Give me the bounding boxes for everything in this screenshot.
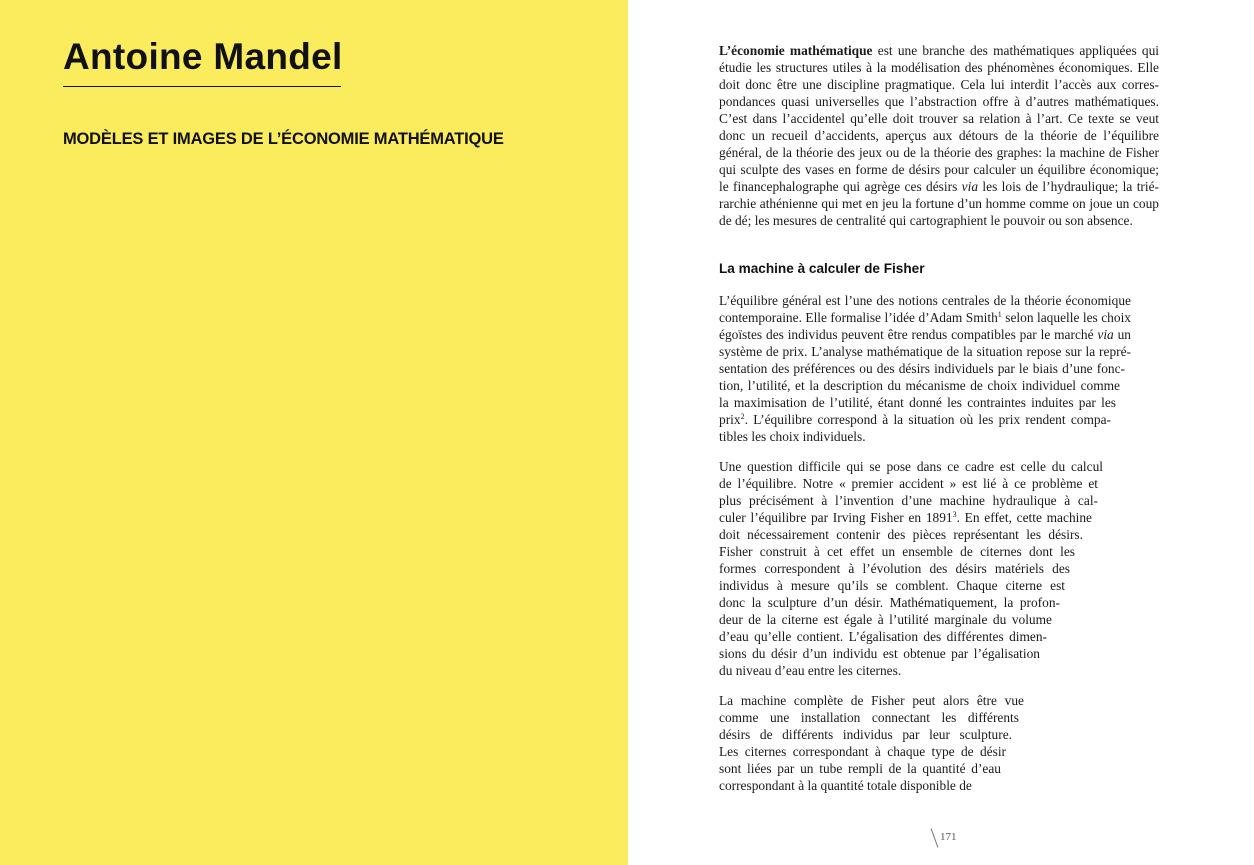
body-paragraph-1 bbox=[719, 292, 1131, 445]
text-line: Une question difficile qui se pose dans ce cadre est celle du calcul bbox=[719, 459, 1103, 474]
page-number bbox=[934, 828, 957, 848]
text-line: Les citernes correspondant à chaque type de désir bbox=[719, 744, 1006, 759]
text-line: donc un recueil d’accidents, aperçus aux détours de la théorie de l’équilibre bbox=[719, 128, 1159, 143]
text-line: sentation des préférences ou des désirs individuels par le biais d’une fonc- bbox=[719, 361, 1125, 376]
text-line: pondances quasi universelles que l’abstraction offre à d’autres mathématiques. bbox=[719, 94, 1159, 109]
text-line: qui sculpte des vases en forme de désirs pour calculer un équilibre économique; bbox=[719, 162, 1159, 177]
body-paragraph-2 bbox=[719, 458, 1103, 679]
text-line: La machine complète de Fisher peut alors être vue bbox=[719, 693, 1024, 708]
text-line: la maximisation de l’utilité, étant donné les contraintes induites par les bbox=[719, 395, 1116, 410]
italic-term: via bbox=[1097, 327, 1114, 342]
text-line: du niveau d’eau entre les citernes. bbox=[719, 663, 902, 678]
text-line: doit donc être une discipline pragmatique. Cela lui interdit l’accès aux corres- bbox=[719, 77, 1159, 92]
footnote-ref: 1 bbox=[997, 310, 1002, 319]
text-line: contemporaine. Elle formalise l’idée d’Adam Smith$^1$ selon laquelle les choix bbox=[719, 310, 1131, 325]
text-line: plus précisément à l’invention d’une machine hydraulique à cal- bbox=[719, 493, 1098, 508]
intro-paragraph bbox=[719, 42, 1159, 229]
text-line: étudie les structures utiles à la modélisation des phénomènes économiques. Elle bbox=[719, 60, 1159, 75]
text-line: le financephalographe qui agrège ces désirs via les lois de l’hydraulique; la trié- bbox=[719, 179, 1159, 194]
text-line: général, de la théorie des jeux ou de la théorie des graphes: la machine de Fisher bbox=[719, 145, 1159, 160]
footnote-ref: 2 bbox=[740, 412, 745, 421]
text-line: désirs de différents individus par leur sculpture. bbox=[719, 727, 1012, 742]
text-line: L’économie mathématique est une branche des mathématiques appliquées qui bbox=[719, 43, 1160, 58]
footnote-ref: 3 bbox=[952, 510, 957, 519]
body-paragraph-3 bbox=[719, 692, 1024, 794]
page-number-slash bbox=[931, 828, 939, 847]
article-title: MODÈLES ET IMAGES DE L’ÉCONOMIE MATHÉMATIQUE bbox=[63, 130, 504, 148]
text-line: tion, l’utilité, et la description du mécanisme de choix individuel comme bbox=[719, 378, 1120, 393]
text-line: comme une installation connectant les différents bbox=[719, 710, 1019, 725]
text-line: C’est dans l’accidentel qu’elle doit trouver sa relation à l’art. Ce texte se veut bbox=[719, 111, 1159, 126]
text-line: égoïstes des individus peuvent être rendus compatibles par le marché via un bbox=[719, 327, 1131, 342]
text-line: sions du désir d’un individu est obtenue par l’égalisation bbox=[719, 646, 1040, 661]
section-heading: La machine à calculer de Fisher bbox=[719, 261, 925, 276]
page-number-value: 171 bbox=[940, 831, 957, 843]
text-line: de l’équilibre. Notre « premier accident » est lié à ce problème et bbox=[719, 476, 1098, 491]
text-line: sont liées par un tube rempli de la quantité d’eau bbox=[719, 761, 1001, 776]
text-line: d’eau qu’elle contient. L’égalisation des différentes dimen- bbox=[719, 629, 1047, 644]
text-line: rarchie athénienne qui met en jeu la fortune d’un homme comme on joue un coup bbox=[719, 196, 1159, 211]
text-line: système de prix. L’analyse mathématique de la situation repose sur la repré- bbox=[719, 344, 1131, 359]
text-line: culer l’équilibre par Irving Fisher en 1891$^3$. En effet, cette machine bbox=[719, 510, 1092, 525]
italic-term: via bbox=[961, 179, 979, 194]
text-line: correspondant à la quantité totale disponible de bbox=[719, 778, 972, 793]
text-line: de dé; les mesures de centralité qui cartographient le pouvoir ou son absence. bbox=[719, 213, 1133, 228]
bold-term: L’économie mathématique bbox=[719, 43, 873, 58]
text-line: donc la sculpture d’un désir. Mathématiquement, la profon- bbox=[719, 595, 1060, 610]
text-line: prix$^2$. L’équilibre correspond à la situation où les prix rendent compa- bbox=[719, 412, 1111, 427]
text-line: individus à mesure qu’ils se comblent. Chaque citerne est bbox=[719, 578, 1065, 593]
text-line: formes correspondent à l’évolution des désirs matériels des bbox=[719, 561, 1070, 576]
text-line: deur de la citerne est égale à l’utilité marginale du volume bbox=[719, 612, 1052, 627]
text-line: doit nécessairement contenir des pièces représentant les désirs. bbox=[719, 527, 1083, 542]
text-line: tibles les choix individuels. bbox=[719, 429, 866, 444]
text-line: L’équilibre général est l’une des notions centrales de la théorie économique bbox=[719, 293, 1131, 308]
right-page bbox=[628, 0, 1254, 865]
text-line: Fisher construit à cet effet un ensemble de citernes dont les bbox=[719, 544, 1075, 559]
author-name: Antoine Mandel bbox=[63, 36, 341, 87]
